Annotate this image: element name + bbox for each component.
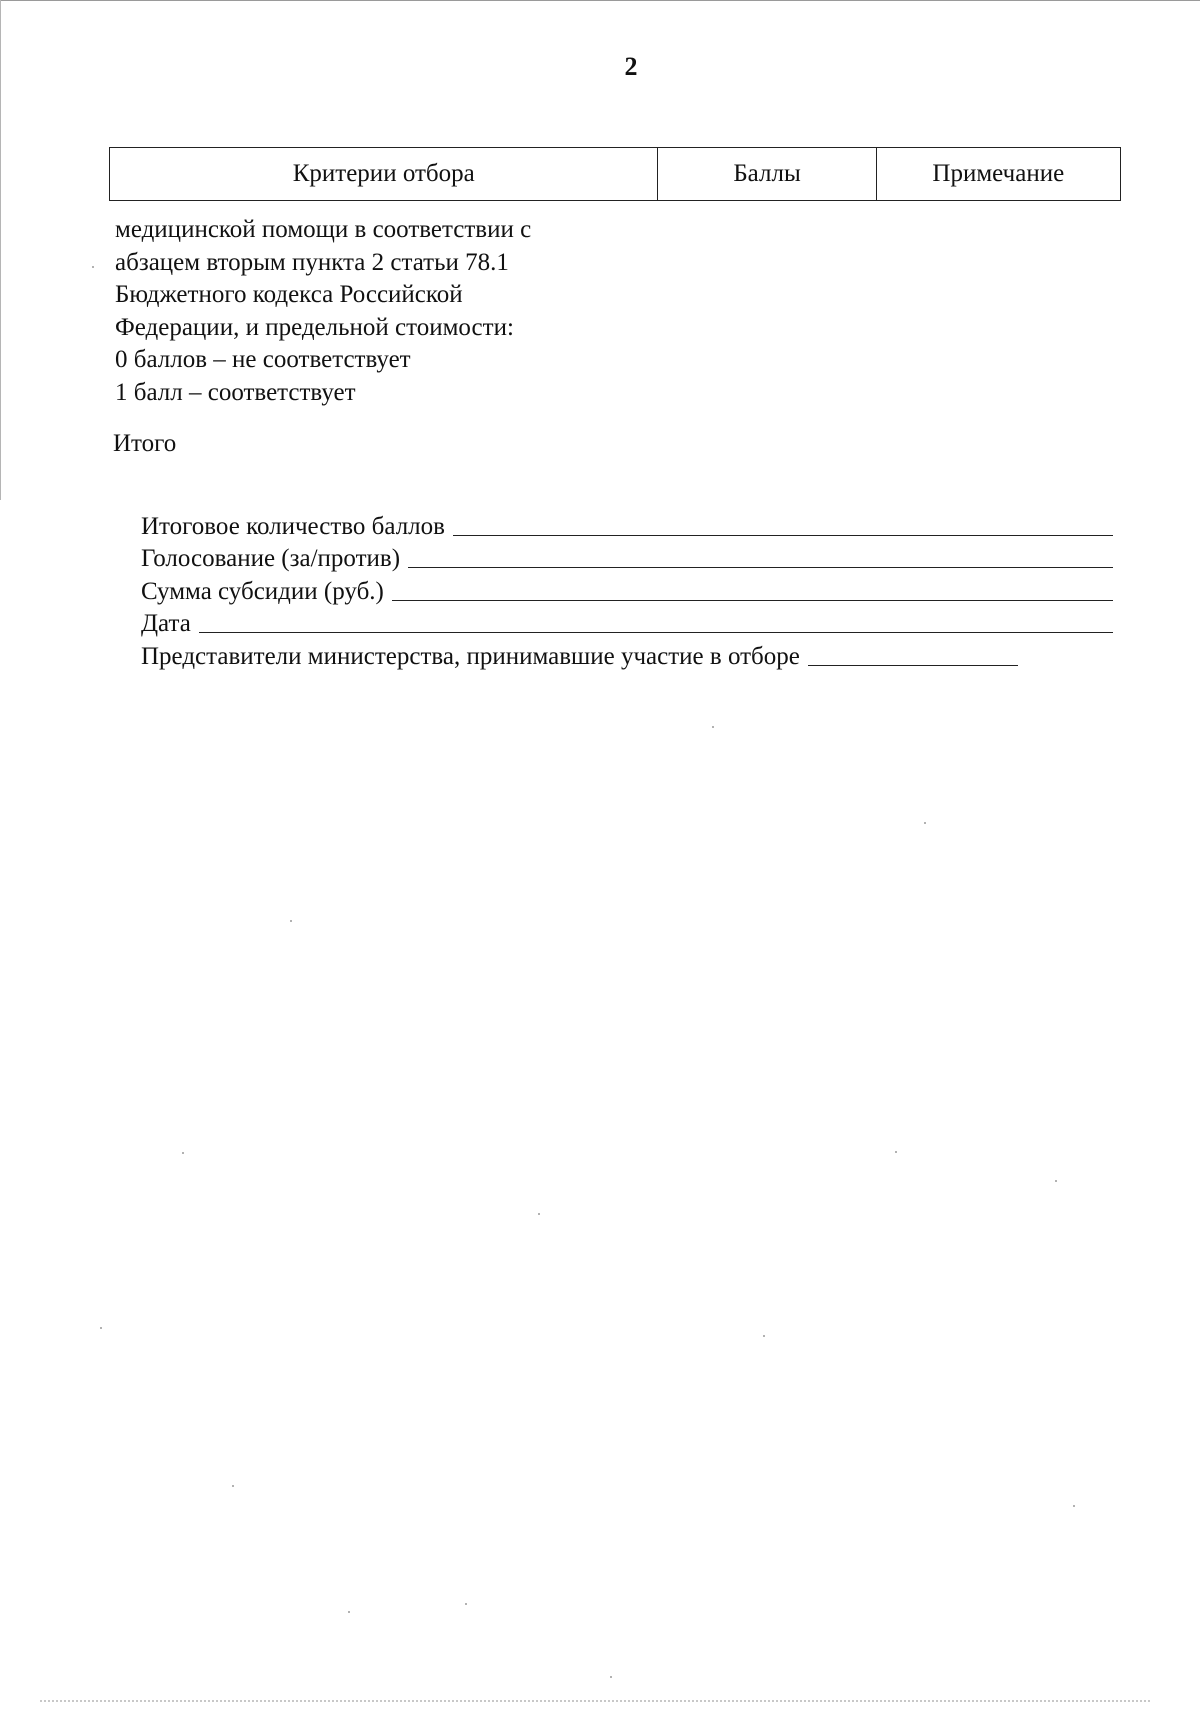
header-note: Примечание <box>876 148 1120 201</box>
date-label: Дата <box>141 610 191 637</box>
total-points-label: Итоговое количество баллов <box>141 512 445 540</box>
criteria-table <box>109 147 1121 201</box>
subsidy-amount-field <box>141 573 1113 606</box>
total-points-field <box>141 508 1113 541</box>
summary-fields <box>141 508 1113 671</box>
voting-blank-line <box>408 567 1113 568</box>
criteria-line: 1 балл – соответствует <box>115 378 356 406</box>
voting-field <box>141 541 1113 574</box>
criteria-description <box>115 214 531 409</box>
header-criteria: Критерии отбора <box>110 148 658 201</box>
total-points-blank-line <box>453 535 1113 536</box>
subsidy-amount-label: Сумма субсидии (руб.) <box>141 577 384 605</box>
page-number: 2 <box>624 52 638 81</box>
header-points: Баллы <box>658 148 876 201</box>
criteria-line: Бюджетного кодекса Российской <box>115 281 463 308</box>
scan-bottom-edge <box>40 1700 1150 1704</box>
page-top-edge <box>0 0 1200 1</box>
criteria-line: абзацем вторым пункта 2 статьи 78.1 <box>115 248 509 276</box>
criteria-table-header-row <box>110 148 1121 201</box>
voting-label: Голосование (за/против) <box>141 545 401 572</box>
criteria-line: Федерации, и предельной стоимости: <box>115 313 514 341</box>
representatives-blank-line <box>808 665 1018 666</box>
date-blank-line <box>199 632 1113 633</box>
criteria-line: медицинской помощи в соответствии с <box>115 216 532 243</box>
representatives-label: Представители министерства, принимавшие участие в отборе <box>141 642 800 670</box>
date-field <box>141 606 1113 639</box>
total-label: Итого <box>113 430 177 457</box>
subsidy-amount-blank-line <box>392 600 1113 601</box>
representatives-field <box>141 638 1113 671</box>
criteria-line: 0 баллов – не соответствует <box>115 346 411 373</box>
